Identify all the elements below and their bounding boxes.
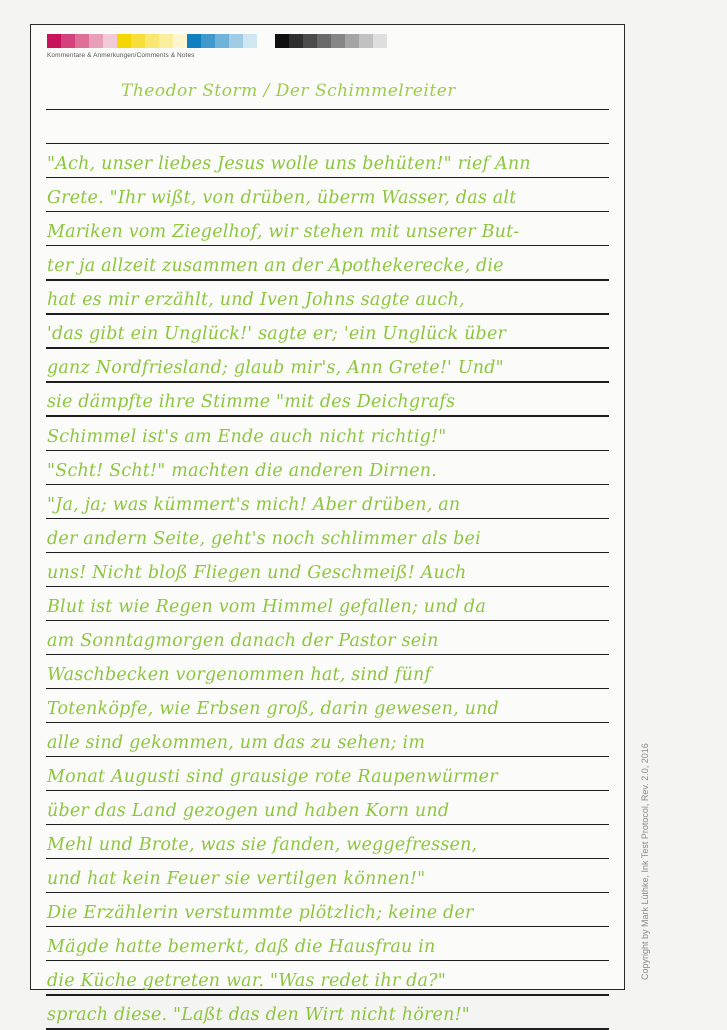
ruled-line bbox=[46, 1028, 609, 1029]
notebook-page bbox=[30, 24, 625, 1026]
color-swatch bbox=[215, 34, 229, 48]
handwriting-line: hat es mir erzählt, und Iven Johns sagte auch, bbox=[47, 290, 465, 311]
color-swatch bbox=[331, 34, 345, 48]
handwriting-line: Mariken vom Ziegelhof, wir stehen mit unserer But- bbox=[47, 222, 520, 243]
color-swatch bbox=[47, 34, 61, 48]
ruled-line bbox=[46, 960, 609, 961]
color-swatch bbox=[243, 34, 257, 48]
ruled-line bbox=[46, 892, 609, 893]
handwriting-line: Mägde hatte bemerkt, daß die Hausfrau in bbox=[47, 937, 436, 958]
ruled-line bbox=[46, 484, 609, 485]
color-swatch bbox=[159, 34, 173, 48]
color-swatch bbox=[131, 34, 145, 48]
color-swatch bbox=[275, 34, 289, 48]
handwriting-line: die Küche getreten war. "Was redet ihr da?" bbox=[47, 971, 447, 992]
color-swatch bbox=[89, 34, 103, 48]
ruled-line bbox=[46, 279, 609, 280]
handwriting-line: Totenköpfe, wie Erbsen groß, darin gewesen, und bbox=[47, 698, 499, 719]
ruled-line bbox=[46, 347, 609, 348]
handwriting-line: alle sind gekommen, um das zu sehen; im bbox=[47, 732, 426, 753]
handwriting-line: der andern Seite, geht's noch schlimmer als bei bbox=[47, 528, 481, 549]
handwriting-line: Mehl und Brote, was sie fanden, weggefressen, bbox=[47, 835, 478, 856]
handwriting-line: Waschbecken vorgenommen hat, sind fünf bbox=[47, 664, 432, 685]
ruled-line bbox=[46, 245, 609, 246]
color-swatch bbox=[117, 34, 131, 48]
ruled-line bbox=[46, 552, 609, 553]
color-swatch bbox=[145, 34, 159, 48]
color-calibration-bar bbox=[47, 34, 387, 48]
ruled-line bbox=[46, 586, 609, 587]
handwriting-line: sprach diese. "Laßt das den Wirt nicht hören!" bbox=[47, 1005, 471, 1026]
header-label: Kommentare & Anmerkungen/Comments & Notes bbox=[47, 52, 195, 59]
ruled-line bbox=[46, 756, 609, 757]
handwriting-line: über das Land gezogen und haben Korn und bbox=[47, 801, 450, 821]
handwriting-line: Die Erzählerin verstummte plötzlich; keine der bbox=[47, 903, 474, 924]
color-swatch bbox=[345, 34, 359, 48]
color-swatch bbox=[373, 34, 387, 48]
ruled-line bbox=[46, 450, 609, 451]
color-swatch bbox=[201, 34, 215, 48]
handwriting-line: Blut ist wie Regen vom Himmel gefallen; und da bbox=[47, 596, 486, 617]
ruled-line bbox=[46, 177, 609, 178]
ruled-line bbox=[46, 143, 609, 144]
ruled-line bbox=[46, 994, 609, 995]
color-swatch bbox=[103, 34, 117, 48]
color-swatch bbox=[359, 34, 373, 48]
handwriting-line: und hat kein Feuer sie vertilgen können!" bbox=[47, 869, 426, 890]
handwriting-line: 'das gibt ein Unglück!' sagte er; 'ein Unglück über bbox=[47, 324, 507, 345]
handwriting-line: uns! Nicht bloß Fliegen und Geschmeiß! Auch bbox=[47, 562, 467, 583]
ruled-line bbox=[46, 620, 609, 621]
ruled-line bbox=[46, 688, 609, 689]
handwriting-line: "Scht! Scht!" machten die anderen Dirnen. bbox=[47, 460, 437, 481]
handwriting-line: am Sonntagmorgen danach der Pastor sein bbox=[47, 630, 439, 651]
handwriting-line: sie dämpfte ihre Stimme "mit des Deichgrafs bbox=[47, 392, 456, 413]
ruled-line bbox=[46, 211, 609, 212]
ruled-line bbox=[46, 415, 609, 416]
color-swatch bbox=[317, 34, 331, 48]
handwriting-line: ganz Nordfriesland; glaub mir's, Ann Grete!' Und" bbox=[47, 358, 504, 379]
handwriting-line: "Ach, unser liebes Jesus wolle uns behüten!" rief Ann bbox=[47, 154, 531, 175]
handwriting-line: ter ja allzeit zusammen an der Apothekerecke, die bbox=[47, 256, 504, 277]
handwriting-line: "Ja, ja; was kümmert's mich! Aber drüben, an bbox=[47, 494, 461, 515]
ruled-line bbox=[46, 926, 609, 927]
ruled-line bbox=[46, 654, 609, 655]
ruled-line bbox=[46, 858, 609, 859]
color-swatch bbox=[289, 34, 303, 48]
ruled-line bbox=[46, 313, 609, 314]
ruled-line bbox=[46, 518, 609, 519]
ruled-line bbox=[46, 109, 609, 110]
color-swatch bbox=[303, 34, 317, 48]
ruled-line bbox=[46, 824, 609, 825]
color-swatch bbox=[187, 34, 201, 48]
ruled-line bbox=[46, 790, 609, 791]
handwriting-line: Schimmel ist's am Ende auch nicht richtig!" bbox=[47, 426, 447, 447]
copyright-text: Copyright by Mark Lüthke, Ink Test Protocol, Rev. 2.0, 2016 bbox=[640, 743, 650, 980]
ruled-line bbox=[46, 722, 609, 723]
color-swatch bbox=[61, 34, 75, 48]
page-title: Theodor Storm / Der Schimmelreiter bbox=[121, 81, 456, 101]
handwriting-line: Grete. "Ihr wißt, von drüben, überm Wasser, das alt bbox=[47, 188, 517, 209]
color-swatch bbox=[75, 34, 89, 48]
ruled-line bbox=[46, 381, 609, 382]
color-swatch bbox=[229, 34, 243, 48]
handwriting-line: Monat Augusti sind grausige rote Raupenwürmer bbox=[47, 767, 498, 787]
color-swatch bbox=[173, 34, 187, 48]
